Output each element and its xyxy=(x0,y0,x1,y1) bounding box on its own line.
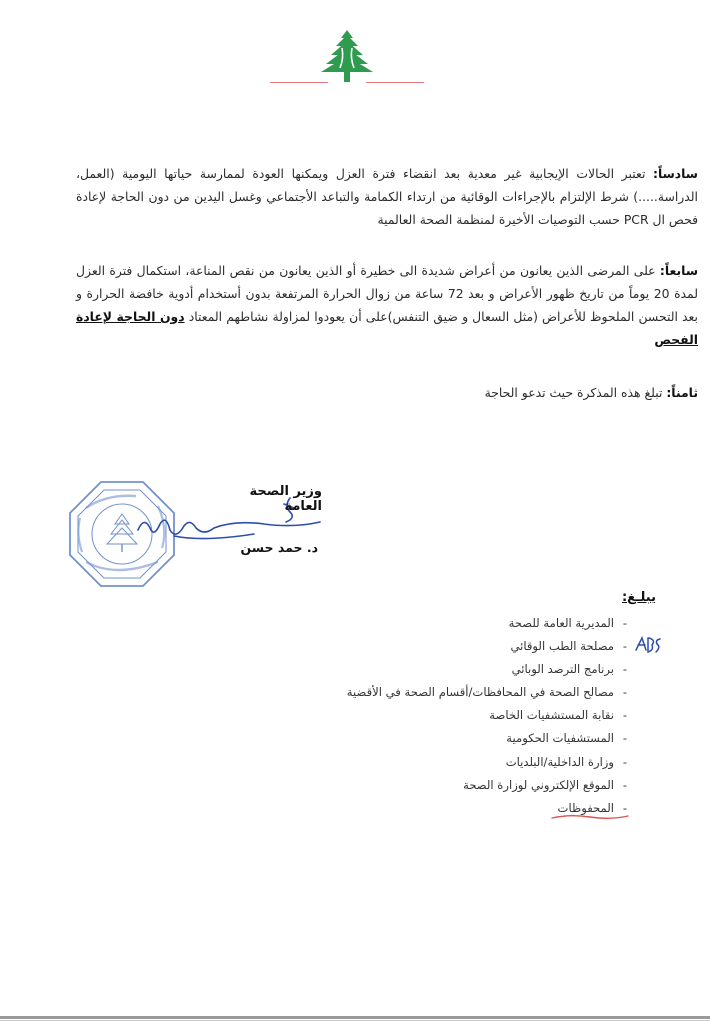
paragraph-sixth xyxy=(76,162,698,231)
paragraph-seventh xyxy=(76,259,698,351)
scan-edge xyxy=(0,1016,710,1019)
scan-edge-secondary xyxy=(0,1020,710,1021)
list-item: -مصالح الصحة في المحافظات/أقسام الصحة في الأقضية xyxy=(346,685,628,700)
paragraph-seventh-emphasis: دون الحاجة لإعادة الفحص xyxy=(76,309,698,347)
distribution-heading: يبلـغ: xyxy=(621,590,656,605)
paragraph-eighth-text: تبلغ هذه المذكرة حيث تدعو الحاجة xyxy=(484,385,667,400)
paragraph-seventh-text: على المرضى الذين يعانون من أعراض شديدة الى خطيرة أو الذين يعانون من نقص المناعة، استكمال فترة العزل لمدة 20 يوماً من تاريخ ظهور الأعراض و بعد 72 ساعة من زوال الحرارة المرتفعة بدون أستخدام أدوية خافضة الحرارة و بعد التحسن الملحوظ للأعراض (مثل السعال و ضيق التنفس)على أن يعودوا لمزاولة نشاطهم المعتاد xyxy=(76,263,698,324)
list-item: -وزارة الداخلية/البلديات xyxy=(505,754,628,769)
list-item: -المحفوظات xyxy=(557,800,628,815)
list-item: -المديرية العامة للصحة xyxy=(508,616,628,630)
list-item: -مصلحة الطب الوقائي xyxy=(510,639,628,654)
distribution-list xyxy=(300,612,636,820)
list-item: -نقابة المستشفيات الخاصة xyxy=(489,708,628,723)
handwritten-underline xyxy=(550,812,630,822)
header-rule-right xyxy=(366,82,424,83)
paragraph-eighth xyxy=(76,381,698,404)
cedar-emblem-icon xyxy=(318,28,376,84)
minister-title: وزير الصحة العامة xyxy=(249,484,322,514)
list-item: -المستشفيات الحكومية xyxy=(506,731,628,746)
header-rule-left xyxy=(270,82,328,83)
handwritten-initials xyxy=(634,634,664,656)
minister-name: د. حمد حسن xyxy=(240,540,318,555)
list-item: -الموقع الإلكتروني لوزارة الصحة xyxy=(463,777,628,792)
paragraph-sixth-text: تعتبر الحالات الإيجابية غير معدية بعد انقضاء فترة العزل ويمكنها العودة لممارسة حياتها اليومية (العمل، الدراسة.....) شرط الإلتزام بالإجراءات الوقائية من ارتداء الكمامة والتباعد الأجتماعي وغسل اليدين من دون الحاجة لإعادة فحص ال PCR حسب التوصيات الأخيرة لمنظمة الصحة العالمية xyxy=(76,166,698,227)
paragraph-eighth-lead: ثامناً: xyxy=(666,385,698,400)
paragraph-sixth-lead: سادساً: xyxy=(653,166,698,181)
signature-block xyxy=(60,470,340,600)
list-item: -برنامج الترصد الوبائي xyxy=(511,662,628,677)
paragraph-seventh-lead: سابعاً: xyxy=(659,263,698,278)
